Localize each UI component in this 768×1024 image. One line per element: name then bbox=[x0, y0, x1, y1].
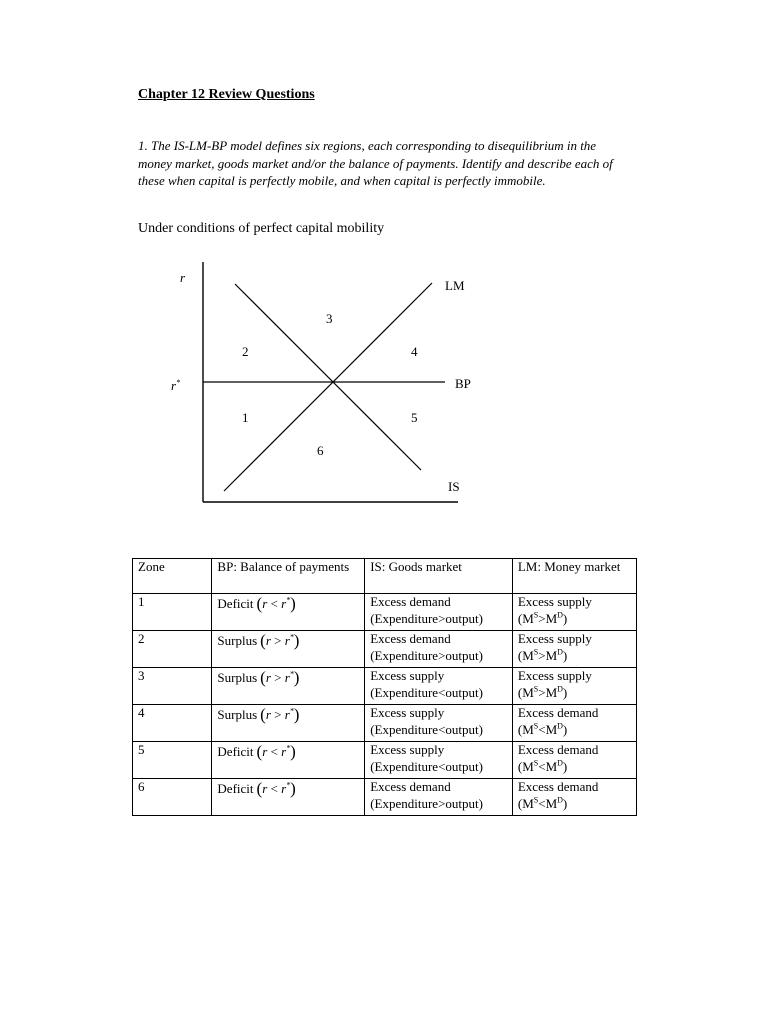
is-detail: (Expenditure<output) bbox=[370, 721, 483, 737]
zone-label-4: 4 bbox=[411, 344, 418, 359]
lm-cell bbox=[512, 705, 636, 742]
is-detail: (Expenditure>output) bbox=[370, 647, 483, 663]
bp-cell bbox=[212, 705, 365, 742]
lm-cell bbox=[512, 631, 636, 668]
zone-cell: 5 bbox=[133, 742, 212, 779]
header-lm: LM: Money market bbox=[512, 559, 636, 594]
is-status: Excess demand bbox=[370, 594, 451, 609]
r-star-label: r* bbox=[171, 378, 181, 393]
is-detail: (Expenditure<output) bbox=[370, 684, 483, 700]
is-status: Excess supply bbox=[370, 742, 445, 757]
zone-cell: 4 bbox=[133, 705, 212, 742]
lm-detail: $(M^S<M^D)$ bbox=[517, 721, 568, 737]
bp-cell bbox=[212, 594, 365, 631]
zone-cell: 1 bbox=[133, 594, 212, 631]
zone-cell: 6 bbox=[133, 779, 212, 816]
zone-label-3: 3 bbox=[326, 311, 333, 326]
bp-status: Deficit bbox=[217, 781, 254, 796]
lm-detail: $(M^S<M^D)$ bbox=[517, 795, 568, 811]
bp-condition: (r < r*) bbox=[256, 779, 296, 798]
section-subheading: Under conditions of perfect capital mobility bbox=[138, 221, 385, 236]
is-status: Excess demand bbox=[370, 631, 451, 646]
lm-status: Excess demand bbox=[517, 705, 599, 720]
bp-status: Surplus bbox=[217, 707, 258, 722]
lm-detail: $(M^S>M^D)$ bbox=[517, 647, 568, 663]
bp-status: Surplus bbox=[217, 633, 258, 648]
is-cell bbox=[365, 705, 513, 742]
y-axis-label: r bbox=[180, 270, 186, 285]
is-lm-bp-diagram bbox=[160, 262, 490, 512]
zone-cell: 3 bbox=[133, 668, 212, 705]
bp-label: BP bbox=[455, 376, 471, 391]
bp-condition: (r < r*) bbox=[256, 742, 296, 761]
lm-status: Excess supply bbox=[517, 594, 592, 609]
table-row bbox=[133, 594, 637, 631]
bp-cell bbox=[212, 631, 365, 668]
lm-cell bbox=[512, 779, 636, 816]
zones-table bbox=[132, 558, 637, 816]
lm-detail: $(M^S>M^D)$ bbox=[517, 684, 568, 700]
lm-cell bbox=[512, 742, 636, 779]
is-detail: (Expenditure<output) bbox=[370, 758, 483, 774]
is-detail: (Expenditure>output) bbox=[370, 795, 483, 811]
lm-cell bbox=[512, 668, 636, 705]
header-zone: Zone bbox=[133, 559, 212, 594]
is-status: Excess supply bbox=[370, 668, 445, 683]
lm-status: Excess supply bbox=[517, 631, 592, 646]
page-heading: Chapter 12 Review Questions bbox=[138, 87, 315, 102]
bp-condition: (r > r*) bbox=[260, 705, 300, 724]
is-cell bbox=[365, 594, 513, 631]
is-label: IS bbox=[448, 479, 460, 494]
header-bp: BP: Balance of payments bbox=[212, 559, 365, 594]
zone-cell: 2 bbox=[133, 631, 212, 668]
bp-status: Deficit bbox=[217, 596, 254, 611]
bp-status: Surplus bbox=[217, 670, 258, 685]
bp-cell bbox=[212, 779, 365, 816]
lm-detail: $(M^S<M^D)$ bbox=[517, 758, 568, 774]
lm-status: Excess demand bbox=[517, 742, 599, 757]
table-row bbox=[133, 668, 637, 705]
table-body bbox=[133, 594, 637, 816]
bp-cell bbox=[212, 668, 365, 705]
is-cell bbox=[365, 779, 513, 816]
table-header-row bbox=[133, 559, 637, 594]
bp-condition: (r > r*) bbox=[260, 631, 300, 650]
is-status: Excess demand bbox=[370, 779, 451, 794]
zone-label-5: 5 bbox=[411, 410, 418, 425]
table-row bbox=[133, 705, 637, 742]
lm-cell bbox=[512, 594, 636, 631]
is-detail: (Expenditure>output) bbox=[370, 610, 483, 626]
zone-label-1: 1 bbox=[242, 410, 249, 425]
is-cell bbox=[365, 631, 513, 668]
bp-status: Deficit bbox=[217, 744, 254, 759]
lm-status: Excess demand bbox=[517, 779, 599, 794]
bp-condition: (r < r*) bbox=[256, 594, 296, 613]
lm-detail: $(M^S>M^D)$ bbox=[517, 610, 568, 626]
question-text: 1. The IS-LM-BP model defines six regions, each corresponding to disequilibrium in the money market, goods market and/or the balance of payments. Identify and describe each of these when capital is perfectly mobile, and when capital is perfectly immobile. bbox=[138, 138, 613, 188]
is-cell bbox=[365, 668, 513, 705]
is-status: Excess supply bbox=[370, 705, 445, 720]
lm-status: Excess supply bbox=[517, 668, 592, 683]
table-row bbox=[133, 779, 637, 816]
zone-label-2: 2 bbox=[242, 344, 249, 359]
table-row bbox=[133, 742, 637, 779]
bp-cell bbox=[212, 742, 365, 779]
bp-condition: (r > r*) bbox=[260, 668, 300, 687]
is-cell bbox=[365, 742, 513, 779]
table-row bbox=[133, 631, 637, 668]
header-is: IS: Goods market bbox=[365, 559, 513, 594]
lm-label: LM bbox=[445, 278, 465, 293]
zone-label-6: 6 bbox=[317, 443, 324, 458]
